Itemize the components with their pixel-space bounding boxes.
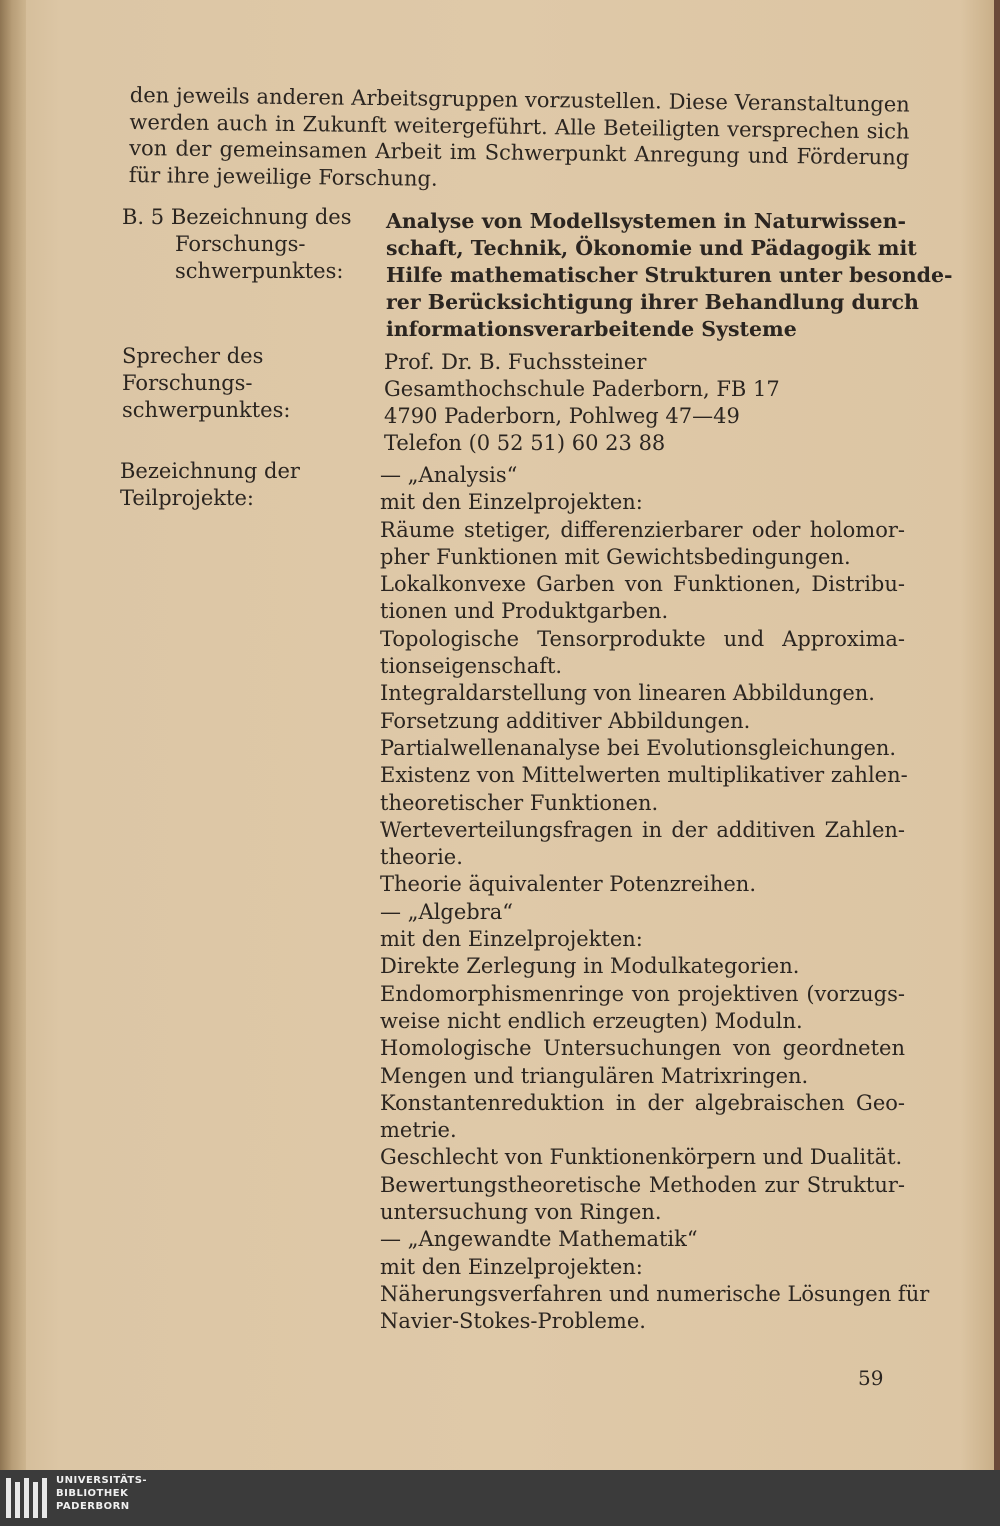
value-line: tionen und Produktgarben. [380, 599, 669, 624]
value-line: pher Funktionen mit Gewichtsbedingungen. [380, 544, 851, 569]
value-line: Theorie äquivalenter Potenzreihen. [380, 872, 757, 897]
label-line: Sprecher des [122, 344, 264, 368]
intro-line: von der gemeinsamen Arbeit im Schwerpunkt Anregung und Förderung [129, 135, 910, 170]
value-teilprojekte [380, 462, 930, 1336]
intro-line: für ihre jeweilige Forschung. [128, 162, 438, 191]
label-line: schwerpunktes: [175, 259, 344, 283]
value-line: untersuchung von Ringen. [380, 1200, 662, 1225]
logo-text-line: PADERBORN [56, 1501, 130, 1512]
value-line: — „Analysis“ [380, 463, 518, 487]
value-line: metrie. [380, 1118, 457, 1143]
label-line: Forschungs- [122, 371, 253, 395]
intro-line: werden auch in Zukunft weitergeführt. Alle Beteiligten versprechen sich [129, 109, 910, 144]
value-line: Prof. Dr. B. Fuchssteiner [384, 350, 647, 374]
value-line: 4790 Paderborn, Pohlweg 47—49 [384, 404, 740, 428]
label-line: Teilprojekte: [120, 486, 254, 510]
page-number: 59 [858, 1366, 884, 1390]
value-line: weise nicht endlich erzeugten) Moduln. [380, 1008, 803, 1033]
value-line: Integraldarstellung von linearen Abbildungen. [380, 681, 875, 706]
value-line: Endomorphismenringe von projektiven (vorzugs- [380, 981, 905, 1006]
value-line: Konstantenreduktion in der algebraischen Geo- [380, 1090, 905, 1115]
value-line: Werteverteilungsfragen in der additiven Zahlen- [380, 817, 905, 842]
value-line: Mengen und triangulären Matrixringen. [380, 1063, 809, 1088]
value-line: mit den Einzelprojekten: [380, 927, 643, 952]
value-schwerpunkt-bezeichnung [386, 208, 953, 343]
value-line: Telefon (0 52 51) 60 23 88 [384, 431, 666, 455]
value-line: Näherungsverfahren und numerische Lösungen für [380, 1281, 930, 1306]
value-line: theorie. [380, 845, 463, 870]
value-line: mit den Einzelprojekten: [380, 490, 643, 515]
value-line: Existenz von Mittelwerten multiplikativer zahlen- [380, 763, 908, 788]
value-line: tionseigenschaft. [380, 654, 563, 679]
label-line: B. 5 Bezeichnung des [122, 205, 352, 229]
label-line: schwerpunktes: [122, 398, 291, 422]
value-line: Lokalkonvexe Garben von Funktionen, Distribu- [380, 572, 905, 597]
value-line: schaft, Technik, Ökonomie und Pädagogik mit [386, 236, 917, 260]
label-line: Forschungs- [175, 232, 306, 256]
intro-line: den jeweils anderen Arbeitsgruppen vorzustellen. Diese Veranstaltungen [129, 82, 910, 117]
value-line: Forsetzung additiver Abbildungen. [380, 708, 751, 733]
value-line: — „Angewandte Mathematik“ [380, 1227, 698, 1252]
value-line: Navier-Stokes-Probleme. [380, 1309, 646, 1334]
label-schwerpunkt-bezeichnung [122, 204, 372, 285]
value-sprecher [384, 349, 919, 457]
value-line: Topologische Tensorprodukte und Approxima- [380, 626, 905, 651]
label-sprecher [122, 343, 372, 424]
intro-paragraph [129, 82, 910, 198]
value-line: Partialwellenanalyse bei Evolutionsgleichungen. [380, 735, 897, 760]
value-line: Geschlecht von Funktionenkörpern und Dualität. [380, 1145, 903, 1170]
logo-text-line: BIBLIOTHEK [56, 1488, 129, 1499]
label-teilprojekte [120, 458, 370, 512]
value-line: informationsverarbeitende Systeme [386, 317, 797, 341]
value-line: Analyse von Modellsystemen in Naturwissen- [386, 209, 906, 233]
value-line: mit den Einzelprojekten: [380, 1254, 643, 1279]
value-line: Hilfe mathematischer Strukturen unter besonde- [386, 263, 953, 287]
value-line: Bewertungstheoretische Methoden zur Struktur- [380, 1172, 905, 1197]
value-line: Homologische Untersuchungen von geordneten [380, 1036, 905, 1061]
logo-text-line: UNIVERSITÄTS- [56, 1475, 148, 1486]
value-line: rer Berücksichtigung ihrer Behandlung durch [386, 290, 919, 314]
library-logo [6, 1474, 156, 1522]
value-line: Gesamthochschule Paderborn, FB 17 [384, 377, 780, 401]
label-line: Bezeichnung der [120, 459, 300, 483]
value-line: Räume stetiger, differenzierbarer oder holomor- [380, 517, 905, 542]
value-line: theoretischer Funktionen. [380, 790, 659, 815]
page-edge [994, 0, 1000, 1470]
value-line: — „Algebra“ [380, 899, 514, 924]
value-line: Direkte Zerlegung in Modulkategorien. [380, 954, 800, 979]
book-spine-shadow [0, 0, 26, 1470]
